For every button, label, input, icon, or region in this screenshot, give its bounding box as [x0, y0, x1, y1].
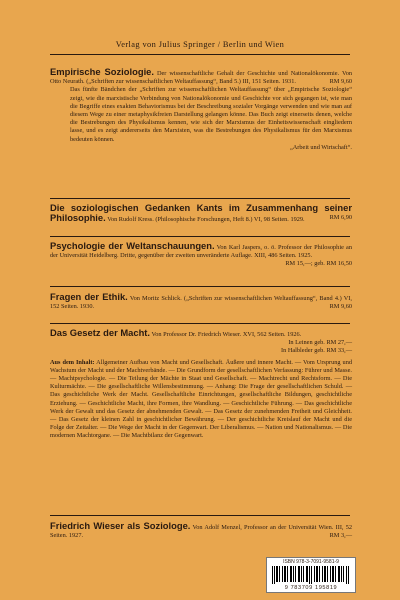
entry-price-halbleder: In Halbleder geb. RM 33,—	[281, 347, 352, 355]
entry-title: Psychologie der Weltanschauungen.	[50, 240, 215, 251]
publisher-line: Verlag von Julius Springer / Berlin und Wien	[115, 40, 285, 49]
rule-5	[50, 515, 350, 516]
entry-price: RM 6,90	[329, 214, 352, 222]
isbn-label: ISBN 978-3-7091-9581-9	[283, 559, 339, 565]
entry-text: Von Karl Jaspers, o. ö. Professor der Philosophie an der Universität Heidelberg. Dritte, gegenüber der zweiten unveränderte Auflage. XIII, 486 Seiten. 1925.	[50, 244, 352, 260]
entry-price: RM 9,60	[329, 303, 352, 311]
entry-text: Der wissenschaftliche Gehalt der Geschichte und Nationalökonomie. Von Otto Neurath. („Schriften zur wissenschaftlichen Weltauffassung“, Band 5.) III, 151 Seiten. 1931.	[50, 70, 352, 86]
isbn-digits: 9 783709 195819	[284, 585, 338, 591]
entry-empirische-soziologie	[50, 68, 352, 152]
rule-2	[50, 236, 350, 237]
entry-contents	[50, 359, 352, 441]
entry-weltanschauungen	[50, 242, 352, 269]
entry-text: Von Moritz Schlick. („Schriften zur wissenschaftlichen Weltauffassung“, Band 4.) VI, 152 Seiten. 1930.	[50, 295, 352, 311]
entry-title: Friedrich Wieser als Soziologe.	[50, 520, 191, 531]
contents-text: Allgemeiner Aufbau von Macht und Gesellschaft. Äußere und innere Macht. — Vom Ursprung und Wachstum der Macht und der Machtverbände. — Die Grundform der gesellschaftlichen Verfassung: Führer und Masse. — Machtpsychologie. — Die Teilung der Mächte in Staat und Gesellschaft. — Machtrecht und Rechtsform. — Die Kulturmächte. — Die gesellschaftliche Willensbestimmung. — Anhang: Die Frage der gesellschaftlichen Schuld. — Das geschichtliche Werk der Macht. Gesellschaftliche Einrichtungen, gesellschaftliche Bildungen, geschichtliche Erziehung. — Geschichtliche Macht, ihre Formen, ihre Wandlung. — Geschichtliche Führung. — Das geschichtliche Werk der Gewalt und das Gesetz der abnehmenden Gewalt. — Das Gesetz der zunehmenden Freiheit und Gleichheit. — Das Gesetz der kleinen Zahl in geschichtlicher Bewährung. — Der geschichtliche Kreislauf der Macht und die Folge der Zeitalter. — Die Wege der Macht in der Gegenwart. Der Liberalismus. — Nation und Nationalismus. — Die modernen Machtorgane. — Die Machtbilanz der Gegenwart.	[50, 358, 352, 440]
barcode-bars	[272, 566, 350, 584]
entry-text: Von Professor Dr. Friedrich Wieser. XVI, 562 Seiten. 1926.	[151, 331, 302, 338]
entry-source: „Arbeit und Wirtschaft“.	[289, 143, 352, 151]
entry-ethik	[50, 293, 352, 311]
entry-gesetz-der-macht	[50, 329, 352, 441]
rule-top	[50, 54, 350, 55]
rule-3	[50, 286, 350, 287]
entry-price: RM 3,—	[329, 532, 352, 540]
entry-description: Das fünfte Bändchen der „Schriften zur wissenschaftlichen Weltauffassung“ über „Empirische Soziologie“ zeigt, wie die marxistische Verbindung von Nationalökonomie und Geschichte vor sich gegangen ist, wie man die Begriffe eines exakten Behaviorismus bei der Beschreibung sozialer Vorgänge verwenden und wie man auf diesem Wege zu einer metaphysikfreien Darstellung gelangen könne. Das Buch zeigt einerseits denen, welche die Bestrebungen des Physikalismus kennen, wie sich der Marxismus der Einheitswissenschaft eingliedern lasse, und es zeigt andererseits den Marxisten, was die Bestrebungen des Physikalismus für den Marxismus bedeuten können.	[70, 86, 352, 143]
entry-title: Empirische Soziologie.	[50, 66, 154, 77]
isbn-barcode	[266, 557, 356, 593]
entry-wieser-soziologe	[50, 522, 352, 540]
rule-4	[50, 323, 350, 324]
entry-title: Das Gesetz der Macht.	[50, 327, 151, 338]
entry-title: Fragen der Ethik.	[50, 291, 128, 302]
entry-kant	[50, 204, 352, 224]
entry-text: Von Adolf Menzel, Professor an der Universität Wien. III, 52 Seiten. 1927.	[50, 524, 352, 540]
contents-label: Aus dem Inhalt:	[50, 358, 95, 366]
entry-price: RM 9,60	[329, 78, 352, 86]
entry-price: RM 15,—; geb. RM 16,50	[285, 260, 352, 268]
entry-price-leinen: In Leinen geb. RM 27,—	[288, 339, 352, 347]
rule-1	[50, 198, 350, 199]
entry-text: Von Rudolf Kress. (Philosophische Forschungen, Heft 8.) VI, 98 Seiten. 1929.	[107, 216, 305, 224]
entry-title: Die soziologischen Gedanken Kants im Zusammenhang seiner Philosophie.	[50, 202, 352, 224]
